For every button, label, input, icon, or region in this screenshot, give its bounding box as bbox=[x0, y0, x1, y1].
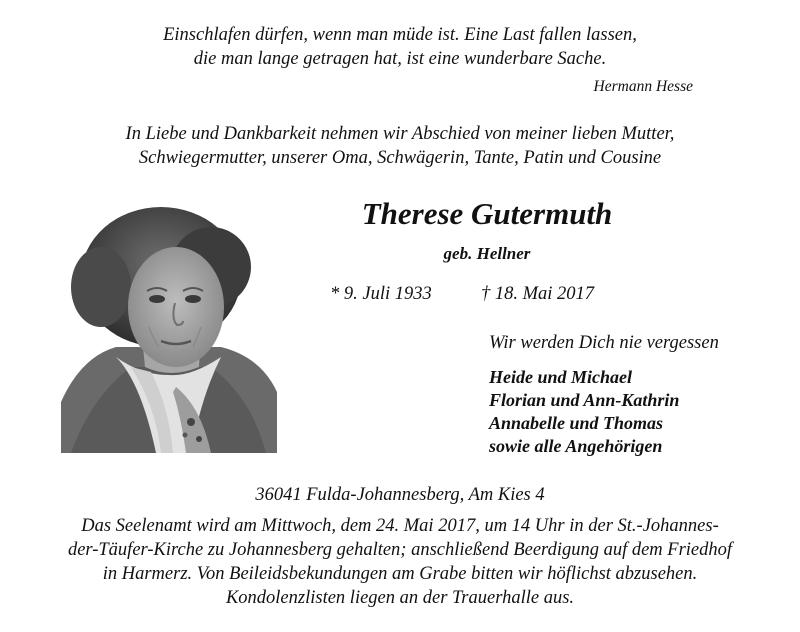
quote-line-2: die man lange getragen hat, ist eine wunderbare Sache. bbox=[193, 49, 607, 69]
mourner-line: sowie alle Angehörigen bbox=[489, 436, 663, 456]
intro-line-1: In Liebe und Dankbarkeit nehmen wir Abschied von meiner lieben Mutter, bbox=[125, 124, 675, 144]
portrait-photo bbox=[61, 207, 277, 453]
address: 36041 Fulda-Johannesberg, Am Kies 4 bbox=[255, 485, 545, 505]
notice-line-3: in Harmerz. Von Beileidsbekundungen am Grabe bitten wir höflichst abzusehen. bbox=[102, 564, 698, 584]
mourner-line: Florian und Ann-Kathrin bbox=[489, 390, 680, 410]
remembrance-text: Wir werden Dich nie vergessen bbox=[489, 333, 719, 353]
mourners-list bbox=[489, 366, 679, 458]
intro-line-2: Schwiegermutter, unserer Oma, Schwägerin, Tante, Patin und Cousine bbox=[138, 148, 662, 168]
mourner-line: Annabelle und Thomas bbox=[489, 413, 664, 433]
portrait-icon bbox=[61, 207, 277, 453]
notice-line-1: Das Seelenamt wird am Mittwoch, dem 24. Mai 2017, um 14 Uhr in der St.-Johannes- bbox=[81, 516, 719, 536]
quote-author: Hermann Hesse bbox=[593, 78, 693, 95]
maiden-name: geb. Hellner bbox=[443, 244, 531, 263]
death-date: † 18. Mai 2017 bbox=[481, 284, 595, 304]
birth-date: * 9. Juli 1933 bbox=[330, 284, 432, 304]
notice-line-2: der-Täufer-Kirche zu Johannesberg gehalten; anschließend Beerdigung auf dem Friedhof bbox=[67, 540, 733, 560]
notice-line-4: Kondolenzlisten liegen an der Trauerhalle aus. bbox=[225, 588, 575, 608]
quote-line-1: Einschlafen dürfen, wenn man müde ist. Eine Last fallen lassen, bbox=[163, 25, 637, 45]
deceased-name: Therese Gutermuth bbox=[361, 196, 613, 231]
mourner-line: Heide und Michael bbox=[489, 367, 632, 387]
